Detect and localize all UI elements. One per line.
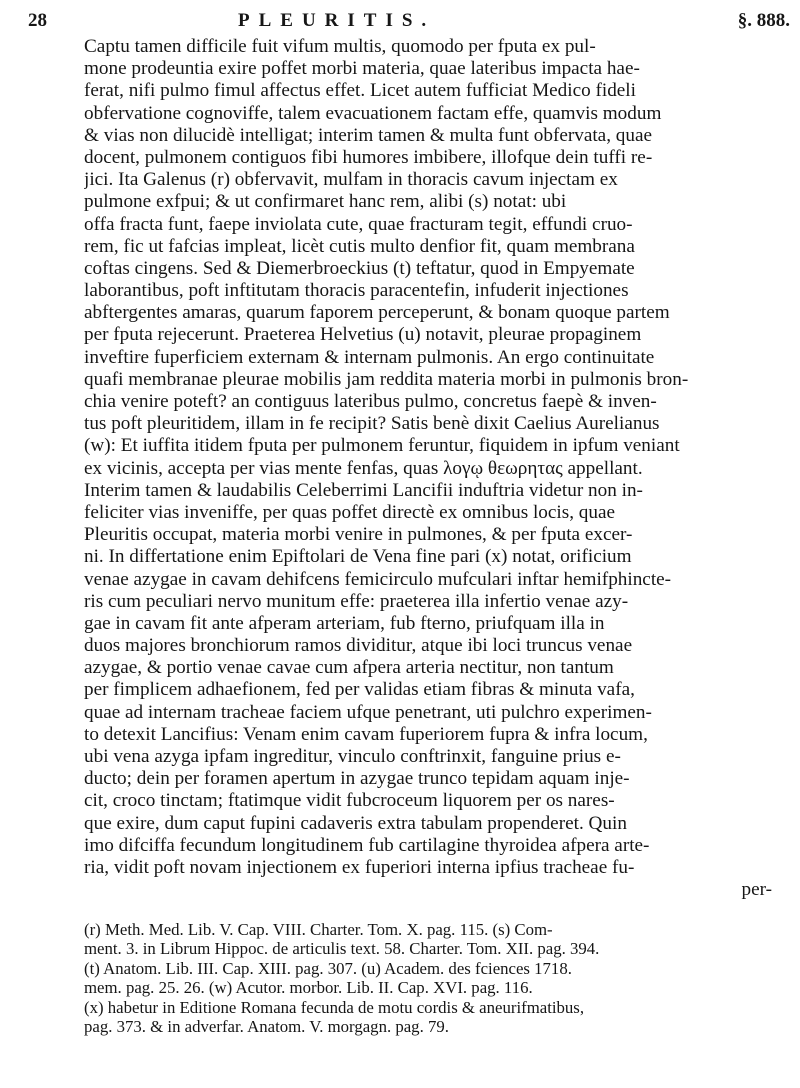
text-line: venae azygae in cavam dehifcens femicirculo mufculari inftar hemifphincte- [84,568,672,590]
text-line: pulmone exfpui; & ut confirmaret hanc rem, alibi (s) notat: ubi [84,191,567,213]
text-line: ubi vena azyga ipfam ingreditur, vinculo conftrinxit, fanguine prius e- [84,746,621,767]
text-line: obfervatione cognoviffe, talem evacuationem factam effe, quamvis modum [84,102,662,124]
text-line: ria, vidit poft novam injectionem ex fuperiori interna ipfius tracheae fu- [84,856,635,878]
text-line: (w): Et iuffita itidem fputa per pulmonem feruntur, fiquidem in ipfum veniant [84,435,680,457]
text-line: offa fracta funt, faepe inviolata cute, quae fracturam tegit, effundi cruo- [84,213,633,235]
footnote-line: (r) Meth. Med. Lib. V. Cap. VIII. Charter. Tom. X. pag. 115. (s) Com- [84,920,553,939]
text-line: azygae, & portio venae cavae cum afpera arteria nectitur, non tantum [84,657,614,679]
text-line: feliciter vias inveniffe, per quas poffet directè ex omnibus locis, quae [84,501,616,523]
footnote-line: (t) Anatom. Lib. III. Cap. XIII. pag. 307. (u) Academ. des fciences 1718. [84,958,572,978]
text-line: imo difciffa fecundum longitudinem fub cartilagine thyroidea afpera arte- [84,834,650,856]
text-line: ducto; dein per foramen apertum in azygae trunco tepidam aquam inje- [84,768,630,790]
footnotes [84,920,796,1036]
text-line: quafi membranae pleurae mobilis jam reddita materia morbi in pulmonis bron- [84,368,689,390]
catchword: per- [741,879,772,901]
body-text [84,36,796,901]
footnote-line: ment. 3. in Librum Hippoc. de articulis text. 58. Charter. Tom. XII. pag. 394. [84,939,600,959]
section-number: §. 888. [737,10,790,31]
text-line: jici. Ita Galenus (r) obfervavit, mulfam in thoracis cavum injectam ex [84,169,618,191]
text-line: chia venire poteft? an contiguus lateribus pulmo, concretus faepè & inven- [84,391,657,412]
text-line: quae ad internam tracheae faciem ufque penetrant, uti pulchro experimen- [84,701,652,723]
text-line: que exire, dum caput fupini cadaveris extra tabulam propenderet. Quin [84,812,627,834]
footnote-line: pag. 373. & in adverfar. Anatom. V. morgagn. pag. 79. [84,1016,449,1036]
text-line: rem, fic ut fafcias impleat, licèt cutis multo denfior fit, quam membrana [84,235,635,257]
text-line: tus poft pleuritidem, illam in fe recipit? Satis benè dixit Caelius Aurelianus [84,413,660,435]
text-line: per fimplicem adhaefionem, fed per validas etiam fibras & minuta vafa, [84,679,635,701]
text-line: cit, croco tinctam; ftatimque vidit fubcroceum liquorem per os nares- [84,790,615,812]
running-head [28,10,790,36]
text-line: & vias non dilucidè intelligat; interim tamen & multa funt obfervata, quae [84,124,653,146]
footnote-line: mem. pag. 25. 26. (w) Acutor. morbor. Lib. II. Cap. XVI. pag. 116. [84,978,533,998]
text-line: Interim tamen & laudabilis Celeberrimi Lancifii induftria videtur non in- [84,479,643,501]
text-line: coftas cingens. Sed & Diemerbroeckius (t) teftatur, quod in Empyemate [84,257,635,279]
text-line: laborantibus, poft inftitutam thoracis paracentefin, infuderit injectiones [84,280,629,302]
page-number: 28 [28,10,47,31]
text-line: Captu tamen difficile fuit vifum multis, quomodo per fputa ex pul- [84,36,596,57]
text-line: gae in cavam fit ante afperam arteriam, fub fterno, priufquam illa in [84,612,605,634]
text-line: Pleuritis occupat, materia morbi venire in pulmones, & per fputa excer- [84,524,633,546]
text-line: ni. In differtatione enim Epiftolari de Vena fine pari (x) notat, orificium [84,546,632,568]
text-line: docent, pulmonem contiguos fibi humores imbibere, illofque dein tuffi re- [84,146,653,168]
text-line: ferat, nifi pulmo fimul affectus effet. Licet autem fufficiat Medico fideli [84,80,636,102]
text-line: to detexit Lancifius: Venam enim cavam fuperiorem fupra & infra locum, [84,723,648,745]
text-line: duos majores bronchiorum ramos dividitur, atque ibi loci truncus venae [84,635,633,657]
text-line: ris cum peculiari nervo munitum effe: praeterea illa infertio venae azy- [84,590,629,612]
footnote-line: (x) habetur in Editione Romana fecunda de motu cordis & aneurifmatibus, [84,997,585,1017]
text-line: ex vicinis, accepta per vias mente fenfas, quas λογῳ θεωρητας appellant. [84,457,643,479]
text-line: per fputa rejecerunt. Praeterea Helvetius (u) notavit, pleurae propaginem [84,324,642,346]
running-title: PLEURITIS. [238,10,436,31]
text-line: mone prodeuntia exire poffet morbi materia, quae lateribus impacta hae- [84,58,640,80]
text-line: inveftire fuperficiem externam & internam pulmonis. An ergo continuitate [84,346,655,368]
text-line: abftergentes amaras, quarum faporem perceperunt, & bonam quoque partem [84,302,670,324]
